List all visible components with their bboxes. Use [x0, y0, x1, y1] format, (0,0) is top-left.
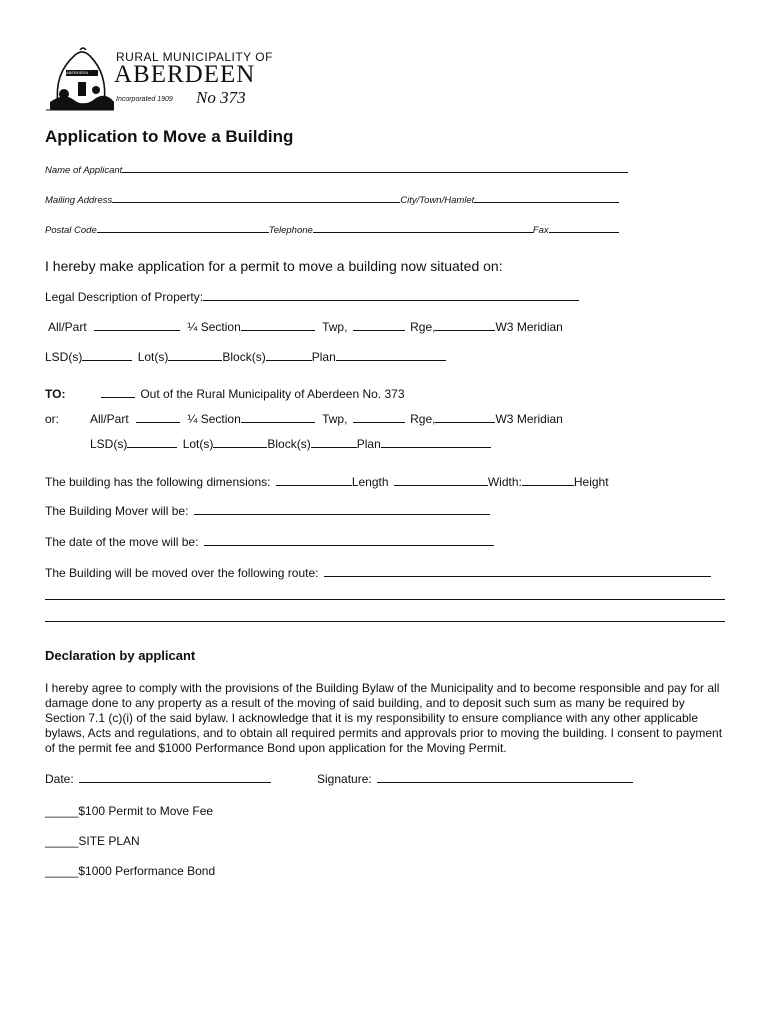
length-label: Length: [351, 475, 389, 489]
lsd-label: LSD(s): [45, 350, 83, 364]
move-date-field[interactable]: [204, 544, 494, 546]
to-rge-field[interactable]: [435, 421, 495, 423]
legal-description-row: [45, 290, 579, 304]
to-label: TO:: [45, 387, 66, 401]
to-allpart-label: All/Part: [90, 412, 129, 426]
to-lot-row: [90, 437, 491, 451]
out-of-rm-label: Out of the Rural Municipality of Aberdeen No. 373: [140, 387, 405, 401]
to-lsd-field[interactable]: [127, 446, 177, 448]
block-field[interactable]: [266, 359, 312, 361]
route-line-3[interactable]: [45, 621, 725, 622]
or-label: or:: [45, 412, 60, 426]
to-land-row: [90, 412, 563, 426]
checklist-item: _____$1000 Performance Bond: [45, 864, 216, 878]
to-block-field[interactable]: [311, 446, 357, 448]
postal-code-label: Postal Code: [45, 225, 97, 236]
to-lot-label: Lot(s): [182, 437, 214, 451]
out-of-rm-field[interactable]: [101, 396, 135, 398]
to-allpart-field[interactable]: [136, 421, 180, 423]
fax-field[interactable]: [549, 231, 619, 233]
declaration-heading: Declaration by applicant: [45, 648, 196, 663]
rge-label: Rge,: [410, 320, 436, 334]
logo-name: ABERDEEN: [114, 61, 256, 88]
route-line-2[interactable]: [45, 599, 725, 600]
fax-label: Fax: [532, 225, 549, 236]
mover-row: [45, 504, 490, 518]
mover-label: The Building Mover will be:: [45, 504, 189, 518]
height-field[interactable]: [522, 484, 574, 486]
aberdeen-seal-icon: [44, 44, 116, 112]
to-meridian-label: W3 Meridian: [495, 412, 563, 426]
postal-code-field[interactable]: [97, 231, 269, 233]
to-block-label: Block(s): [267, 437, 311, 451]
to-rge-label: Rge,: [410, 412, 436, 426]
dimensions-label: The building has the following dimensions:: [45, 475, 271, 489]
width-field[interactable]: [394, 484, 488, 486]
allpart-field[interactable]: [94, 329, 180, 331]
page-title: Application to Move a Building: [45, 127, 294, 146]
rge-field[interactable]: [435, 329, 495, 331]
height-label: Height: [573, 475, 609, 489]
telephone-label: Telephone: [268, 225, 313, 236]
city-label: City/Town/Hamlet: [400, 195, 475, 206]
route-row: [45, 566, 711, 580]
declaration-date-row: [45, 772, 271, 786]
logo-incorporated: Incorporated 1909: [116, 96, 173, 103]
move-date-row: [45, 535, 494, 549]
to-plan-label: Plan: [356, 437, 381, 451]
mover-field[interactable]: [194, 513, 490, 515]
to-plan-field[interactable]: [381, 446, 491, 448]
allpart-label: All/Part: [48, 320, 87, 334]
plan-field[interactable]: [336, 359, 446, 361]
route-field[interactable]: [324, 575, 711, 577]
location-land-row: [48, 320, 563, 334]
legal-description-label: Legal Description of Property:: [45, 290, 204, 304]
twp-field[interactable]: [353, 329, 405, 331]
applicant-name-row: [45, 165, 628, 176]
mailing-address-row: [45, 195, 619, 206]
signature-label: Signature:: [317, 772, 372, 786]
applicant-name-label: Name of Applicant: [45, 165, 123, 176]
declaration-date-field[interactable]: [79, 781, 271, 783]
mailing-address-field[interactable]: [112, 201, 400, 203]
block-label: Block(s): [222, 350, 266, 364]
twp-label: Twp,: [322, 320, 348, 334]
municipality-logo: [44, 44, 273, 114]
signature-row: [317, 772, 633, 786]
out-of-rm-row: [101, 387, 405, 401]
dimensions-row: [45, 475, 609, 489]
checklist-item: _____SITE PLAN: [45, 834, 140, 848]
meridian-label: W3 Meridian: [495, 320, 563, 334]
length-field[interactable]: [276, 484, 352, 486]
move-date-label: The date of the move will be:: [45, 535, 199, 549]
lsd-field[interactable]: [82, 359, 132, 361]
declaration-date-label: Date:: [45, 772, 74, 786]
seal-text: ABERDEEN: [66, 70, 89, 75]
location-lot-row: [45, 350, 446, 364]
plan-label: Plan: [311, 350, 336, 364]
city-field[interactable]: [474, 201, 619, 203]
to-lsd-label: LSD(s): [90, 437, 128, 451]
logo-number: No 373: [196, 88, 246, 107]
applicant-name-field[interactable]: [122, 171, 628, 173]
width-label: Width:: [487, 475, 522, 489]
to-lot-field[interactable]: [213, 446, 267, 448]
to-twp-field[interactable]: [353, 421, 405, 423]
checklist-item: _____$100 Permit to Move Fee: [45, 804, 214, 818]
section-field[interactable]: [241, 329, 315, 331]
lot-field[interactable]: [168, 359, 222, 361]
declaration-text: I hereby agree to comply with the provisions of the Building Bylaw of the Municipality and to become responsible and pay for all damage done to any property as a result of the moving of said building, and to deposit such sum as many be required by Section 7.1 (c)(i) of the said bylaw. I acknowledge that it is my responsibility to ensure compliance with any other applicable bylaws, Acts and regulations, and to obtain all required permits and approvals prior to moving the building. I consent to payment of the permit fee and $1000 Performance Bond upon application for the Moving Permit.: [45, 681, 723, 755]
legal-description-field[interactable]: [203, 299, 579, 301]
mailing-address-label: Mailing Address: [45, 195, 113, 206]
section-label: ¼ Section: [187, 320, 241, 334]
lot-label: Lot(s): [137, 350, 169, 364]
logo-municipality-line: RURAL MUNICIPALITY OF: [116, 50, 273, 64]
to-twp-label: Twp,: [322, 412, 348, 426]
route-label: The Building will be moved over the following route:: [45, 566, 319, 580]
telephone-field[interactable]: [313, 231, 533, 233]
to-section-field[interactable]: [241, 421, 315, 423]
to-section-label: ¼ Section: [187, 412, 241, 426]
lead-statement: I hereby make application for a permit to move a building now situated on:: [45, 258, 503, 274]
postal-phone-row: [45, 225, 619, 236]
signature-field[interactable]: [377, 781, 633, 783]
